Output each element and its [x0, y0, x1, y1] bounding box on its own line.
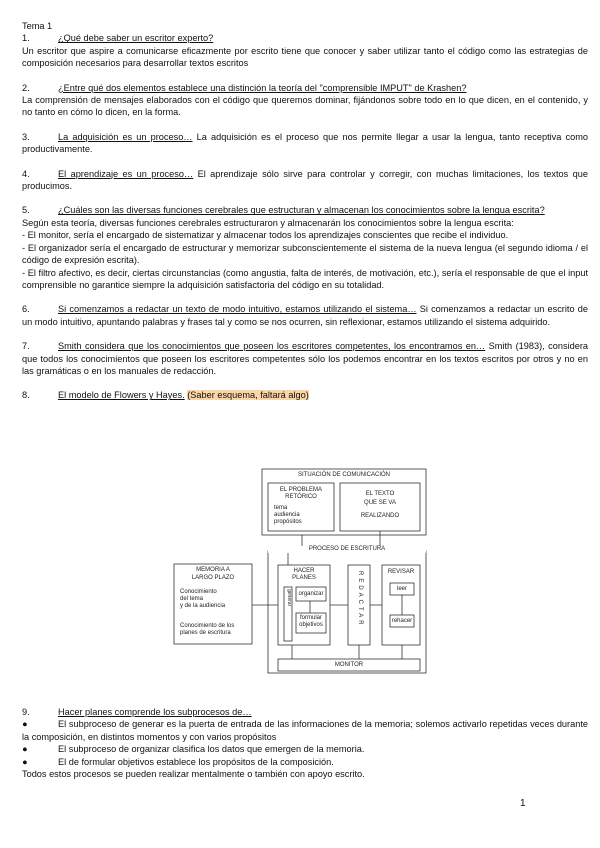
question-3: La adquisición es un proceso…	[58, 131, 193, 142]
item-8	[22, 389, 588, 401]
hacer-label-1: HACER	[293, 568, 315, 574]
answer-5-line: - El filtro afectivo, es decir, ciertas circunstancias (como angustia, falta de interés, de motivación, etc.), sería el responsable de que el input comprensible no garantice siempre la adquisición satisfactoria del código en su totalidad.	[22, 267, 588, 290]
answer-5-line: - El monitor, sería el encargado de sistematizar y almacenar todos los aprendizajes conscientes que recibe el individuo.	[22, 230, 509, 241]
highlight-note: (Saber esquema, faltará algo)	[187, 390, 309, 401]
texto-label-1: EL TEXTO	[365, 491, 395, 497]
item-3	[22, 131, 588, 156]
item-number: 2.	[22, 82, 30, 93]
answer-2: La comprensión de mensajes elaborados con el código que queremos dominar, fijándonos sobre todo en lo que dicen, en el contenido, y no tanto en cómo lo dicen, en la forma.	[22, 95, 588, 118]
hacer-label-2: PLANES	[292, 575, 316, 581]
organizar-label: organizar	[298, 591, 324, 597]
answer-1: Un escritor que aspire a comunicarse eficazmente por escrito tiene que conocer y saber utilizar tanto el código como las estrategias de composición necesarios para desarrollar textos escritos	[22, 45, 588, 69]
answer-3: La adquisición es el proceso que nos permite llegar a usar la lengua, tanto receptiva como productivamente.	[22, 131, 588, 155]
question-2: ¿Entre qué dos elementos establece una distinción la teoría del "comprensible IMPUT" de Krashen?	[58, 82, 467, 93]
item-5	[22, 204, 588, 216]
memoria-sub-2: del tema	[180, 596, 204, 602]
item-6	[22, 303, 588, 328]
question-9: Hacer planes comprende los subprocesos de…	[58, 707, 252, 717]
revisar-box	[382, 565, 420, 645]
document-page	[22, 20, 588, 402]
answer-7: Smith (1983), considera que todos los conocimientos que poseen los escritores competentes sólo los podemos encontrar en los textos escritos por otros y no en las gramáticas o en los manuales de redacción.	[22, 341, 588, 376]
proceso-label: PROCESO DE ESCRITURA	[268, 546, 426, 553]
item-number: 4.	[22, 168, 30, 179]
redactar-label: REDACTAR	[357, 571, 363, 628]
item-9	[22, 706, 588, 718]
answer-5: Según esta teoría, diversas funciones cerebrales estructuraron y almacenarán los conocimientos sobre la lengua escrita:	[22, 217, 514, 228]
bullet-item: ● El de formular objetivos establece los propósitos de la composición.	[22, 756, 334, 767]
item-4	[22, 168, 588, 193]
memoria-sub-5: planes de escritura	[180, 630, 231, 636]
formular-label-2: objetivos	[299, 622, 323, 628]
bullet-icon: ●	[22, 744, 28, 755]
item-number: 6.	[22, 304, 30, 315]
answer-4: El aprendizaje sólo sirve para controlar y corregir, con muchas limitaciones, los textos que producimos.	[22, 168, 588, 192]
bullet-item: ● El subproceso de generar es la puerta de entrada de las informaciones de la memoria; solemos activarlo repetidas veces durante la composición, en distintos momentos y con varios propósitos	[22, 719, 588, 742]
memoria-label-1: MEMORIA A	[196, 567, 230, 573]
question-8: El modelo de Flowers y Hayes.	[58, 390, 185, 401]
question-4: El aprendizaje es un proceso…	[58, 168, 194, 179]
texto-label-2: QUE SE VA	[364, 500, 396, 506]
answer-5-line: - El organizador sería el encargado de estructurar y memorizar subconscientemente el sistema de la nueva lengua (el segundo idioma / el código de expresión escrita).	[22, 242, 588, 266]
item-number: 1.	[22, 33, 30, 44]
rehacer-label: rehacer	[391, 618, 413, 624]
closing-text: Todos estos procesos se pueden realizar mentalmente o también con apoyo escrito.	[22, 769, 365, 780]
bullet-icon: ●	[22, 719, 28, 730]
answer-6: Si comenzamos a redactar un escrito de un modo intuitivo, apuntando palabras y frases tal y como se nos ocurren, sin reflexionar, estamos utilizando el sistema adquirido.	[22, 304, 588, 327]
leer-label: leer	[396, 586, 407, 592]
question-7: Smith considera que los conocimientos que poseen los escritores competentes, los encontramos en…	[58, 341, 486, 352]
problema-sub-3: propósitos	[274, 519, 302, 525]
revisar-label: REVISAR	[387, 569, 415, 575]
memoria-sub-1: Conocimiento	[180, 589, 217, 595]
bullet-item: ● El subproceso de organizar clasifica los datos que emergen de la memoria.	[22, 744, 365, 755]
flower-hayes-diagram	[172, 467, 432, 695]
generar-label: generar	[286, 589, 292, 607]
item-number: 9.	[22, 707, 30, 717]
item-number: 3.	[22, 131, 30, 142]
item-number: 7.	[22, 341, 30, 352]
memoria-sub-3: y de la audiencia	[180, 603, 226, 609]
question-6: Si comenzamos a redactar un texto de modo intuitivo, estamos utilizando el sistema…	[58, 304, 417, 315]
monitor-label: MONITOR	[334, 662, 364, 668]
formular-label-1: formular	[299, 615, 322, 621]
memoria-label-2: LARGO PLAZO	[191, 575, 235, 581]
question-5: ¿Cuáles son las diversas funciones cerebrales que estructuran y almacenan los conocimientos sobre la lengua escrita?	[58, 205, 545, 216]
texto-label-3: REALIZANDO	[360, 513, 400, 519]
problema-label-2: RETÓRICO	[285, 494, 317, 500]
item-2	[22, 82, 588, 94]
problema-label-1: EL PROBLEMA	[279, 487, 323, 493]
problema-sub-2: audiencia	[274, 512, 300, 518]
item-1	[22, 32, 588, 44]
memoria-sub-4: Conocimiento de los	[180, 623, 235, 629]
bullet-icon: ●	[22, 756, 28, 767]
item-9-block	[22, 706, 588, 780]
page-number: 1	[520, 798, 526, 809]
problema-sub-1: tema	[274, 505, 288, 511]
item-number: 5.	[22, 205, 30, 216]
question-1: ¿Qué debe saber un escritor experto?	[58, 33, 214, 44]
item-number: 8.	[22, 390, 30, 401]
document-title: Tema 1	[22, 21, 53, 31]
situacion-label: SITUACIÓN DE COMUNICACIÓN	[297, 472, 390, 478]
item-7	[22, 340, 588, 377]
